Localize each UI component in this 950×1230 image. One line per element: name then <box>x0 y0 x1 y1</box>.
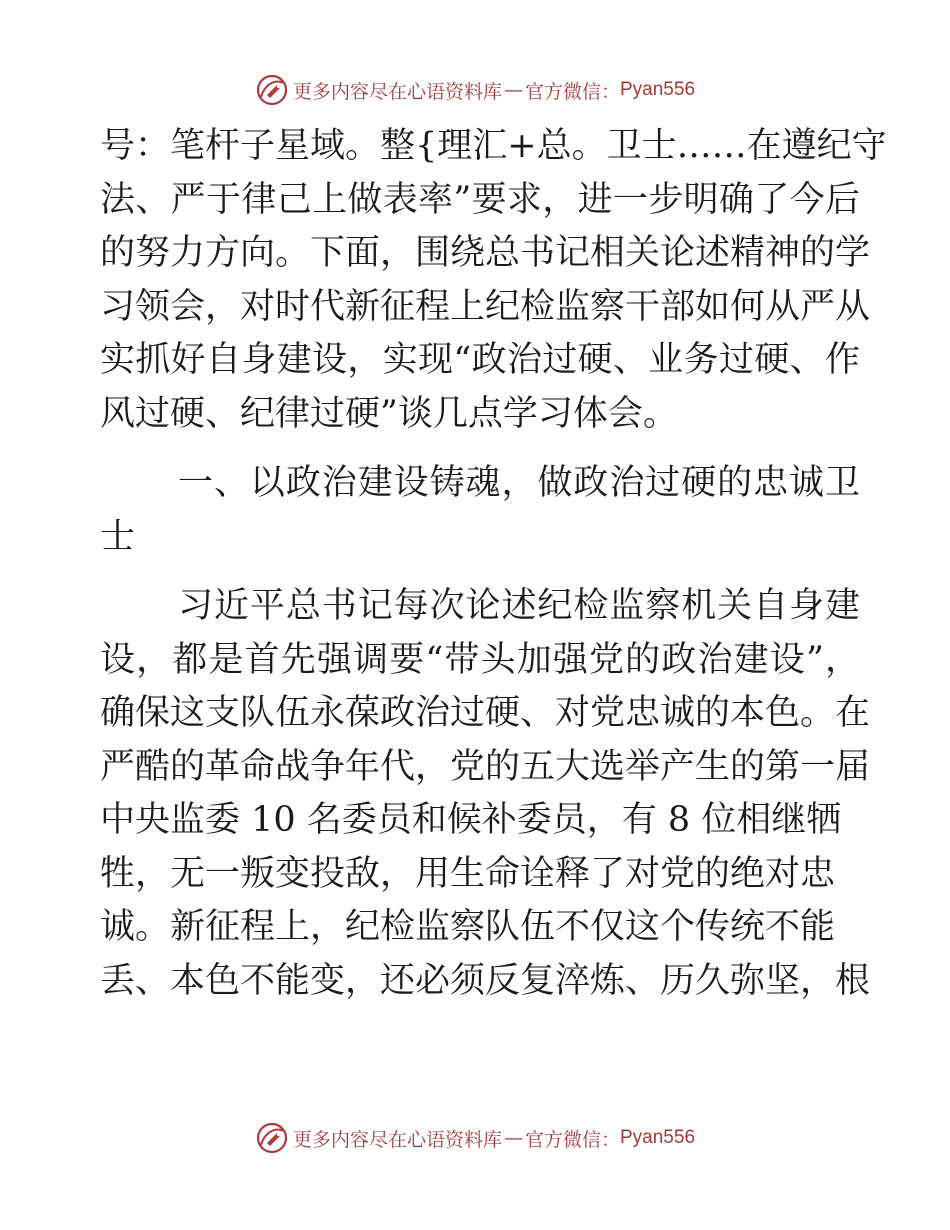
banner-wechat-label: 官方微信： <box>524 1128 620 1151</box>
banner-wechat-label: 官方微信： <box>524 80 620 103</box>
paragraph-line: 丢、本色不能变，还必须反复淬炼、历久弥坚，根 <box>100 960 871 1001</box>
section-heading: 一、以政治建设铸魂，做政治过硬的忠诚卫 <box>178 463 860 503</box>
banner-text: 更多内容尽在心语资料库 <box>292 1128 502 1151</box>
paragraph-line: 习近平总书记每次论述纪检监察机关自身建 <box>178 586 860 626</box>
document-body <box>100 120 887 1008</box>
banner-account: Pyan556 <box>620 79 696 100</box>
paragraph-line: 习领会，对时代新征程上纪检监察干部如何从严从 <box>100 286 871 327</box>
section-heading-continuation: 士 <box>100 516 136 557</box>
banner-text: 更多内容尽在心语资料库 <box>292 80 502 103</box>
paragraph-line: 严酷的革命战争年代，党的五大选举产生的第一届 <box>100 746 871 787</box>
paragraph-line: 牲，无一叛变投敌，用生命诠释了对党的绝对忠 <box>100 853 836 894</box>
pen-nib-seal-icon <box>255 1121 289 1155</box>
footer-watermark-banner <box>0 1118 950 1158</box>
paragraph-line: 风过硬、纪律过硬”谈几点学习体会。 <box>100 393 678 434</box>
banner-dash: — <box>503 1127 523 1149</box>
paragraph-line: 实抓好自身建设，实现“政治过硬、业务过硬、作 <box>100 340 860 380</box>
paragraph-line: 号：笔杆子星域。整{理汇+总。卫士……在遵纪守 <box>100 126 887 166</box>
paragraph-line: 法、严于律己上做表率”要求，进一步明确了今后 <box>100 179 860 220</box>
header-watermark-banner <box>0 70 950 110</box>
paragraph-line: 诚。新征程上，纪检监察队伍不仅这个传统不能 <box>100 907 836 947</box>
paragraph-line: 中央监委 10 名委员和候补委员，有 8 位相继牺 <box>100 800 842 840</box>
banner-account: Pyan556 <box>620 1127 696 1148</box>
paragraph-line: 的努力方向。下面，围绕总书记相关论述精神的学 <box>100 233 871 273</box>
paragraph-line: 确保这支队伍永葆政治过硬、对党忠诚的本色。在 <box>100 693 871 733</box>
pen-nib-seal-icon <box>255 73 289 107</box>
paragraph-line: 设，都是首先强调要“带头加强党的政治建设”， <box>100 639 860 680</box>
banner-dash: — <box>503 79 523 101</box>
